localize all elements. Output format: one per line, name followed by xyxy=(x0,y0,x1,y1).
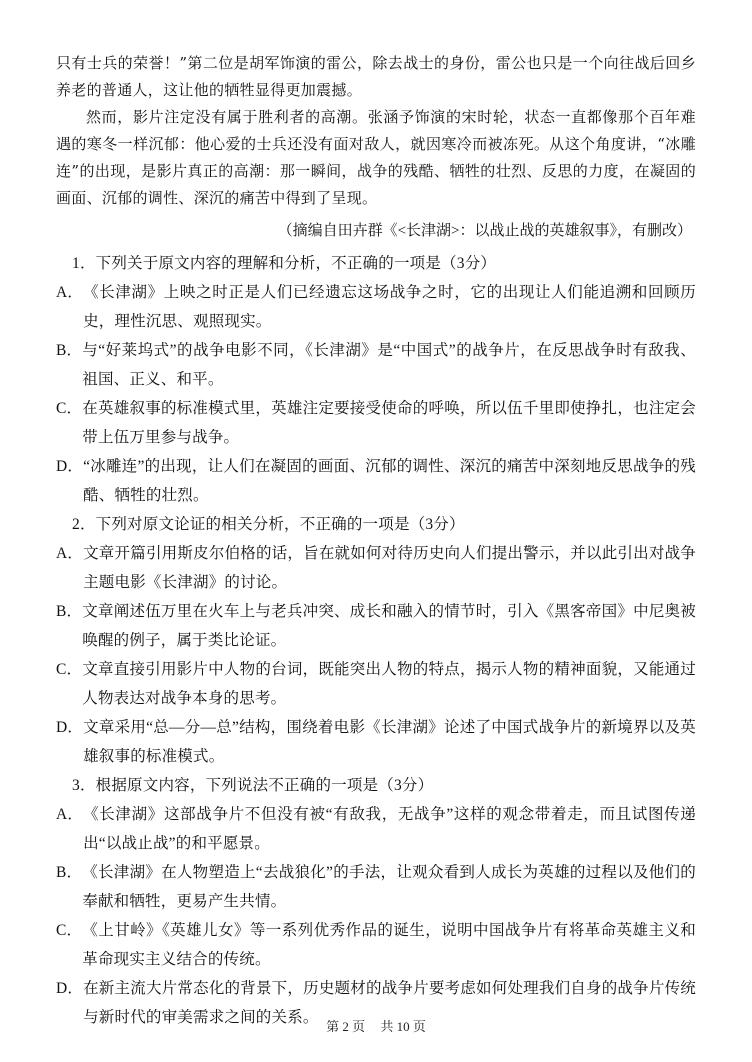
option-letter: B． xyxy=(56,864,83,881)
option-d xyxy=(56,713,696,771)
passage-source: （摘编自田卉群《<长津湖>：以战止战的英雄叙事》，有删改） xyxy=(277,223,692,239)
option-text: 文章开篇引用斯皮尔伯格的话，旨在就如何对待历史向人们提出警示，并以此引出对战争主题电影《长津湖》的讨论。 xyxy=(83,545,696,591)
option-text: 与“好莱坞式”的战争电影不同，《长津湖》是“中国式”的战争片，在反思战争时有敌我、祖国、正义、和平。 xyxy=(82,342,696,388)
option-letter: C． xyxy=(56,661,83,678)
option-b xyxy=(56,858,696,916)
option-a xyxy=(56,539,696,597)
question-stem: 3．根据原文内容，下列说法不正确的一项是（3分） xyxy=(72,777,434,794)
option-text: 在英雄叙事的标准模式里，英雄注定要接受使命的呼唤，所以伍千里即使挣扎，也注定会带上伍万里参与战争。 xyxy=(82,400,696,446)
option-c xyxy=(56,916,696,974)
option-c xyxy=(56,655,696,713)
question-list xyxy=(56,249,696,1032)
question-2 xyxy=(56,510,696,771)
option-b xyxy=(56,597,696,655)
option-text: 在新主流大片常态化的背景下，历史题材的战争片要考虑如何处理我们自身的战争片传统与新时代的审美需求之间的关系。 xyxy=(83,980,696,1026)
option-text: 《上甘岭》《英雄儿女》等一系列优秀作品的诞生，说明中国战争片有将革命英雄主义和革命现实主义结合的传统。 xyxy=(82,922,696,968)
question-3 xyxy=(56,771,696,1032)
question-stem: 2．下列对原文论证的相关分析，不正确的一项是（3分） xyxy=(72,516,465,533)
option-text: 《长津湖》在人物塑造上“去战狼化”的手法，让观众看到人成长为英雄的过程以及他们的奉献和牺牲，更易产生共情。 xyxy=(82,864,696,910)
option-text: 文章阐述伍万里在火车上与老兵冲突、成长和融入的情节时，引入《黑客帝国》中尼奥被唤醒的例子，属于类比论证。 xyxy=(82,603,696,649)
option-text: 文章采用“总—分—总”结构，围绕着电影《长津湖》论述了中国式战争片的新境界以及英雄叙事的标准模式。 xyxy=(83,719,696,765)
option-text: “冰雕连”的出现，让人们在凝固的画面、沉郁的调性、深沉的痛苦中深刻地反思战争的残酷、牺牲的壮烈。 xyxy=(83,458,696,504)
option-text: 《长津湖》这部战争片不但没有被“有敌我，无战争”这样的观念带着走，而且试图传递出“以战止战”的和平愿景。 xyxy=(83,806,696,852)
page-total: 共 10 页 xyxy=(380,1019,426,1034)
reading-passage xyxy=(56,50,696,212)
question-stem: 1．下列关于原文内容的理解和分析，不正确的一项是（3分） xyxy=(72,255,497,272)
option-letter: C． xyxy=(56,400,83,417)
option-letter: D． xyxy=(56,458,84,475)
option-letter: B． xyxy=(56,342,83,359)
option-text: 《长津湖》上映之时正是人们已经遗忘这场战争之时，它的出现让人们能追溯和回顾历史，理性沉思、观照现实。 xyxy=(83,284,696,330)
option-letter: C． xyxy=(56,922,83,939)
option-letter: D． xyxy=(56,719,84,736)
option-letter: A． xyxy=(56,545,84,562)
page-footer xyxy=(0,1016,752,1035)
option-b xyxy=(56,336,696,394)
option-letter: A． xyxy=(56,284,84,301)
passage-paragraph-2: 然而，影片注定没有属于胜利者的高潮。张涵予饰演的宋时轮，状态一直都像那个百年难遇的寒冬一样沉郁：他心爱的士兵还没有面对敌人，就因寒冷而被冻死。从这个角度讲，“冰雕连”的出现，是影片真正的高潮：那一瞬间，战争的残酷、牺牲的壮烈、反思的力度，在凝固的画面、沉郁的调性、深沉的痛苦中得到了呈现。 xyxy=(56,108,696,207)
option-a xyxy=(56,278,696,336)
question-1 xyxy=(56,249,696,510)
passage-paragraph-1: 只有士兵的荣誉！”第二位是胡军饰演的雷公，除去战士的身份，雷公也只是一个向往战后回乡养老的普通人，这让他的牺牲显得更加震撼。 xyxy=(56,54,696,99)
option-letter: D． xyxy=(56,980,84,997)
option-a xyxy=(56,800,696,858)
option-d xyxy=(56,452,696,510)
option-letter: A． xyxy=(56,806,84,823)
page-number: 第 2 页 xyxy=(326,1019,366,1034)
option-c xyxy=(56,394,696,452)
option-text: 文章直接引用影片中人物的台词，既能突出人物的特点，揭示人物的精神面貌，又能通过人物表达对战争本身的思考。 xyxy=(82,661,696,707)
option-letter: B． xyxy=(56,603,83,620)
